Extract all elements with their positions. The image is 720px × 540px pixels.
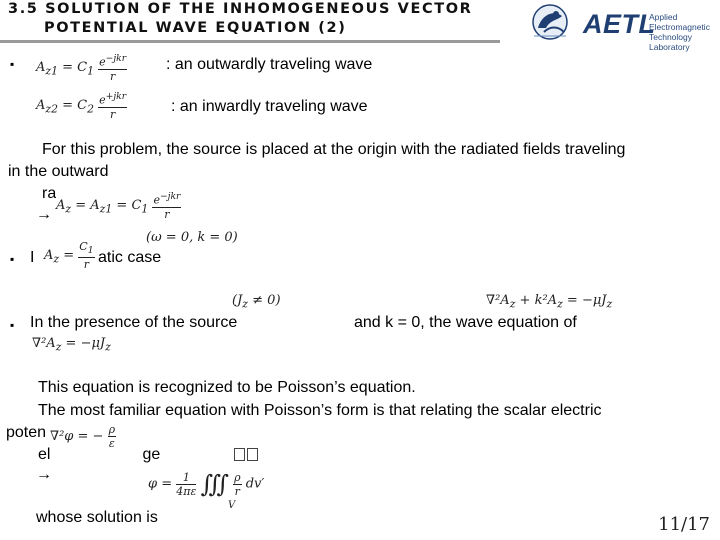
- formula-outward-solution: [56, 190, 181, 221]
- formula-subscript: 1: [87, 245, 94, 257]
- formula-symbol: C: [79, 240, 88, 253]
- outward-wave-text: : an outwardly traveling wave: [166, 56, 373, 73]
- formula-symbol: A: [56, 197, 66, 213]
- formula-symbol: ∇²φ = −: [50, 429, 104, 444]
- formula-fraction: [78, 240, 94, 271]
- formula-symbol: A: [36, 59, 46, 75]
- formula-symbol: r: [110, 107, 116, 121]
- static-case-text: atic case: [98, 249, 162, 266]
- formula-subscript: 1: [87, 64, 95, 78]
- logo-subtitle: [649, 12, 720, 52]
- formula-symbol: ∇²A: [32, 336, 56, 351]
- para2-line4-start: el: [38, 446, 51, 463]
- para2-line2: The most familiar equation with Poisson’s form is that relating the scalar electric: [38, 402, 602, 419]
- bullet-marker: ▪: [10, 318, 15, 332]
- para2-line4-end: ge: [142, 446, 161, 463]
- formula-fraction: $\frac{1}{4\pi\varepsilon}$: [176, 470, 197, 498]
- formula-poisson-scalar: [50, 423, 116, 450]
- formula-fraction: [152, 190, 181, 221]
- inward-wave-text: : an inwardly traveling wave: [171, 98, 368, 115]
- formula-symbol: =: [63, 248, 75, 264]
- formula-poisson-solution: [148, 470, 265, 511]
- title-underline: [0, 40, 500, 43]
- formula-symbol: dv′: [245, 476, 265, 492]
- page-number: 11/17: [658, 514, 710, 535]
- formula-subscript: z: [55, 340, 62, 354]
- formula-poisson-vector: [32, 336, 111, 354]
- formula-subscript: z2: [45, 102, 58, 116]
- formula-symbol: (J: [232, 293, 243, 308]
- slide-title: [8, 0, 472, 38]
- formula-static-solution: [44, 240, 95, 271]
- formula-symbol: = A: [75, 197, 100, 213]
- formula-symbol: 4πε: [176, 484, 197, 498]
- formula-subscript: 1: [141, 202, 149, 216]
- arrow-icon: →: [36, 466, 52, 483]
- bullet-marker: ▪: [10, 57, 15, 71]
- formula-exponent: −jkr: [159, 191, 181, 202]
- formula-fraction: [98, 90, 127, 121]
- solution-caption: whose solution is: [36, 509, 158, 526]
- formula-fraction: $\frac{\rho}{r}$: [234, 470, 241, 498]
- missing-glyph-icon: [234, 448, 245, 461]
- formula-symbol: e: [153, 193, 160, 207]
- wave-equation-text: and k = 0, the wave equation of: [354, 314, 577, 331]
- logo-subtitle-line-1: Applied Electromagnetic: [649, 12, 710, 32]
- formula-outward-wave: [36, 52, 127, 83]
- formula-symbol: A: [36, 97, 46, 113]
- formula-subscript: z: [53, 252, 60, 266]
- formula-symbol: ε: [108, 437, 115, 450]
- formula-subscript: 2: [87, 102, 95, 116]
- formula-inward-wave: [36, 90, 127, 121]
- formula-symbol: r: [110, 69, 116, 83]
- title-line-2: POTENTIAL WAVE EQUATION (2): [44, 20, 347, 36]
- formula-subscript: z: [105, 340, 111, 354]
- formula-subscript: z: [242, 297, 249, 311]
- formula-symbol: = C: [62, 97, 88, 113]
- para2-line1: This equation is recognized to be Poisson’s equation.: [38, 379, 416, 396]
- formula-subscript: z: [606, 297, 613, 311]
- formula-source-condition: [232, 293, 281, 311]
- para1-line2: in the outward: [8, 163, 109, 180]
- formula-symbol: e: [99, 55, 106, 69]
- formula-fraction: $\frac{\rho}{\varepsilon}$: [108, 423, 116, 450]
- formula-symbol: φ =: [148, 476, 173, 492]
- formula-static-condition: (ω = 0, k = 0): [146, 230, 238, 245]
- formula-symbol: = −μJ: [566, 293, 607, 308]
- formula-symbol: ≠ 0): [252, 293, 281, 308]
- triple-integral-icon: ∭: [200, 470, 229, 498]
- arrow-icon: →: [36, 206, 52, 223]
- formula-exponent: −jkr: [105, 53, 127, 64]
- formula-symbol: r: [164, 207, 170, 221]
- formula-wave-equation: [486, 293, 612, 311]
- formula-symbol: = −μJ: [65, 336, 106, 351]
- lab-emblem-icon: [528, 2, 578, 42]
- formula-exponent: +jkr: [105, 91, 127, 102]
- bullet-marker: ▪: [10, 252, 15, 266]
- formula-fraction: [98, 52, 127, 83]
- logo-aetl-text: AETL: [583, 9, 656, 39]
- para2-line3: poten: [6, 424, 47, 441]
- source-presence-text: In the presence of the source: [30, 314, 238, 331]
- missing-glyph-icon: [247, 448, 258, 461]
- title-line-1: 3.5 SOLUTION OF THE INHOMOGENEOUS VECTOR: [8, 1, 473, 17]
- formula-symbol: = C: [62, 59, 88, 75]
- formula-symbol: r: [234, 484, 240, 498]
- formula-symbol: r: [83, 258, 90, 272]
- formula-symbol: e: [99, 93, 106, 107]
- para1-line1: For this problem, the source is placed at the origin with the radiated fields traveling: [42, 141, 626, 158]
- formula-subscript: z: [557, 297, 563, 311]
- formula-subscript: z: [65, 202, 72, 216]
- formula-symbol: A: [44, 248, 54, 264]
- integral-region-label: V: [228, 500, 236, 511]
- static-case-prefix: I: [30, 249, 35, 266]
- formula-subscript: z: [509, 297, 516, 311]
- formula-subscript: z1: [99, 202, 113, 216]
- formula-symbol: ∇²A: [486, 293, 510, 308]
- para1-line3: ra: [42, 185, 57, 202]
- formula-symbol: + k²A: [519, 293, 558, 308]
- aetl-logo: [520, 0, 720, 52]
- formula-symbol: = C: [116, 197, 142, 213]
- formula-subscript: z1: [45, 64, 58, 78]
- logo-subtitle-line-2: Technology Laboratory: [649, 32, 693, 52]
